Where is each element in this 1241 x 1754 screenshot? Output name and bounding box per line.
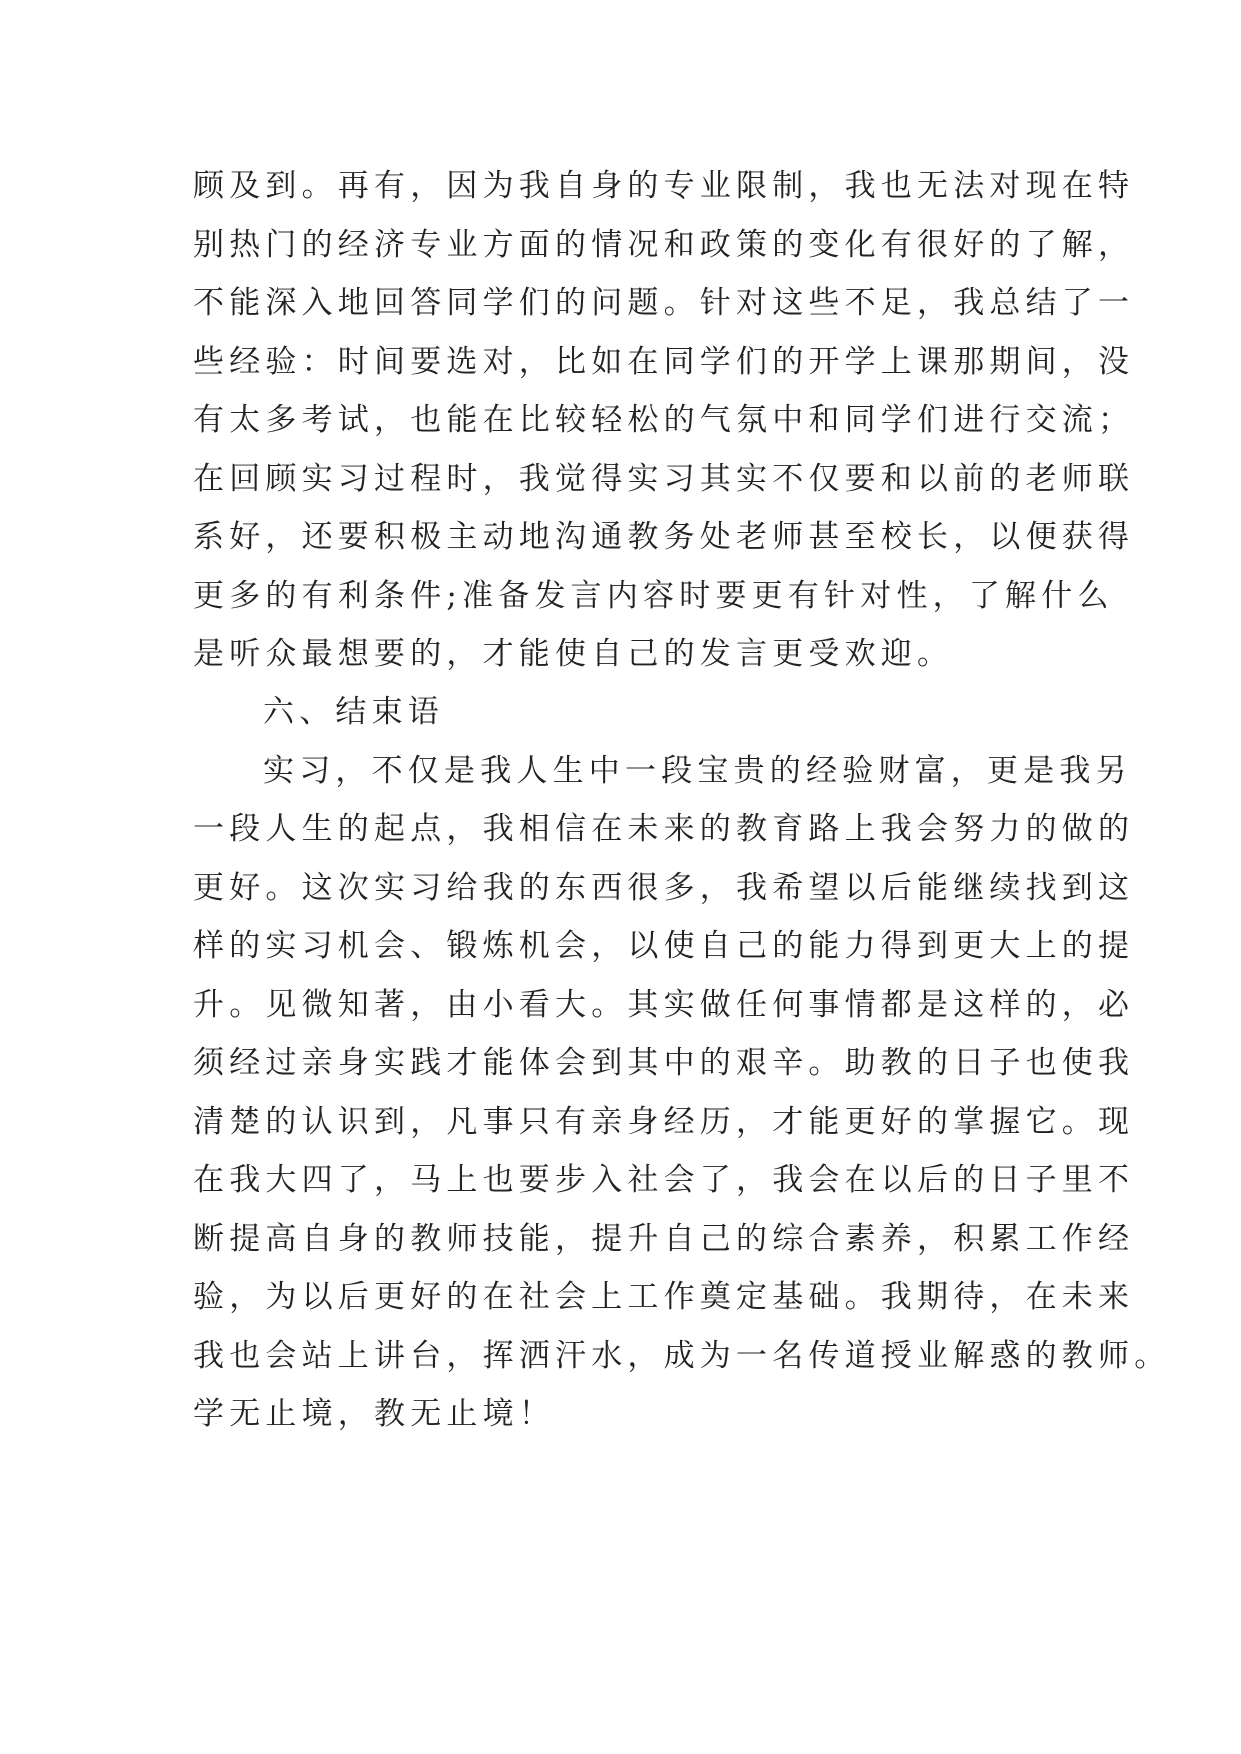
text-line: 更多的有利条件;准备发言内容时要更有针对性，了解什么 [193, 577, 1114, 614]
section-heading: 六、结束语 [263, 694, 444, 730]
text-line: 我也会站上讲台，挥洒汗水，成为一名传道授业解惑的教师。 [193, 1337, 1171, 1374]
text-line: 系好，还要积极主动地沟通教务处老师甚至校长，以便获得 [193, 519, 1135, 555]
paragraph-continued [193, 157, 1135, 684]
text-line: 一段人生的起点，我相信在未来的教育路上我会努力的做的 [193, 811, 1135, 847]
text-line: 学无止境，教无止境！ [193, 1396, 555, 1432]
text-line: 须经过亲身实践才能体会到其中的艰辛。助教的日子也使我 [193, 1045, 1135, 1081]
text-line: 验，为以后更好的在社会上工作奠定基础。我期待，在未来 [193, 1279, 1135, 1315]
text-line: 在回顾实习过程时，我觉得实习其实不仅要和以前的老师联 [193, 460, 1135, 497]
text-line: 顾及到。再有，因为我自身的专业限制，我也无法对现在特 [193, 168, 1135, 204]
text-line: 别热门的经济专业方面的情况和政策的变化有很好的了解， [193, 226, 1135, 263]
text-line: 实习，不仅是我人生中一段宝贵的经验财富，更是我另 [263, 752, 1132, 789]
text-line: 升。见微知著，由小看大。其实做任何事情都是这样的，必 [193, 986, 1135, 1023]
conclusion-section [193, 683, 1171, 1444]
text-line: 不能深入地回答同学们的问题。针对这些不足，我总结了一 [193, 285, 1135, 321]
text-line: 些经验：时间要选对，比如在同学们的开学上课那期间，没 [193, 343, 1135, 380]
text-line: 在我大四了，马上也要步入社会了，我会在以后的日子里不 [193, 1162, 1135, 1198]
text-line: 是听众最想要的，才能使自己的发言更受欢迎。 [193, 636, 954, 672]
text-line: 断提高自身的教师技能，提升自己的综合素养，积累工作经 [193, 1220, 1135, 1257]
text-line: 样的实习机会、锻炼机会，以使自己的能力得到更大上的提 [193, 928, 1135, 964]
text-line: 清楚的认识到，凡事只有亲身经历，才能更好的掌握它。现 [193, 1103, 1135, 1140]
text-line: 有太多考试，也能在比较轻松的气氛中和同学们进行交流； [193, 402, 1135, 438]
text-line: 更好。这次实习给我的东西很多，我希望以后能继续找到这 [193, 869, 1135, 906]
